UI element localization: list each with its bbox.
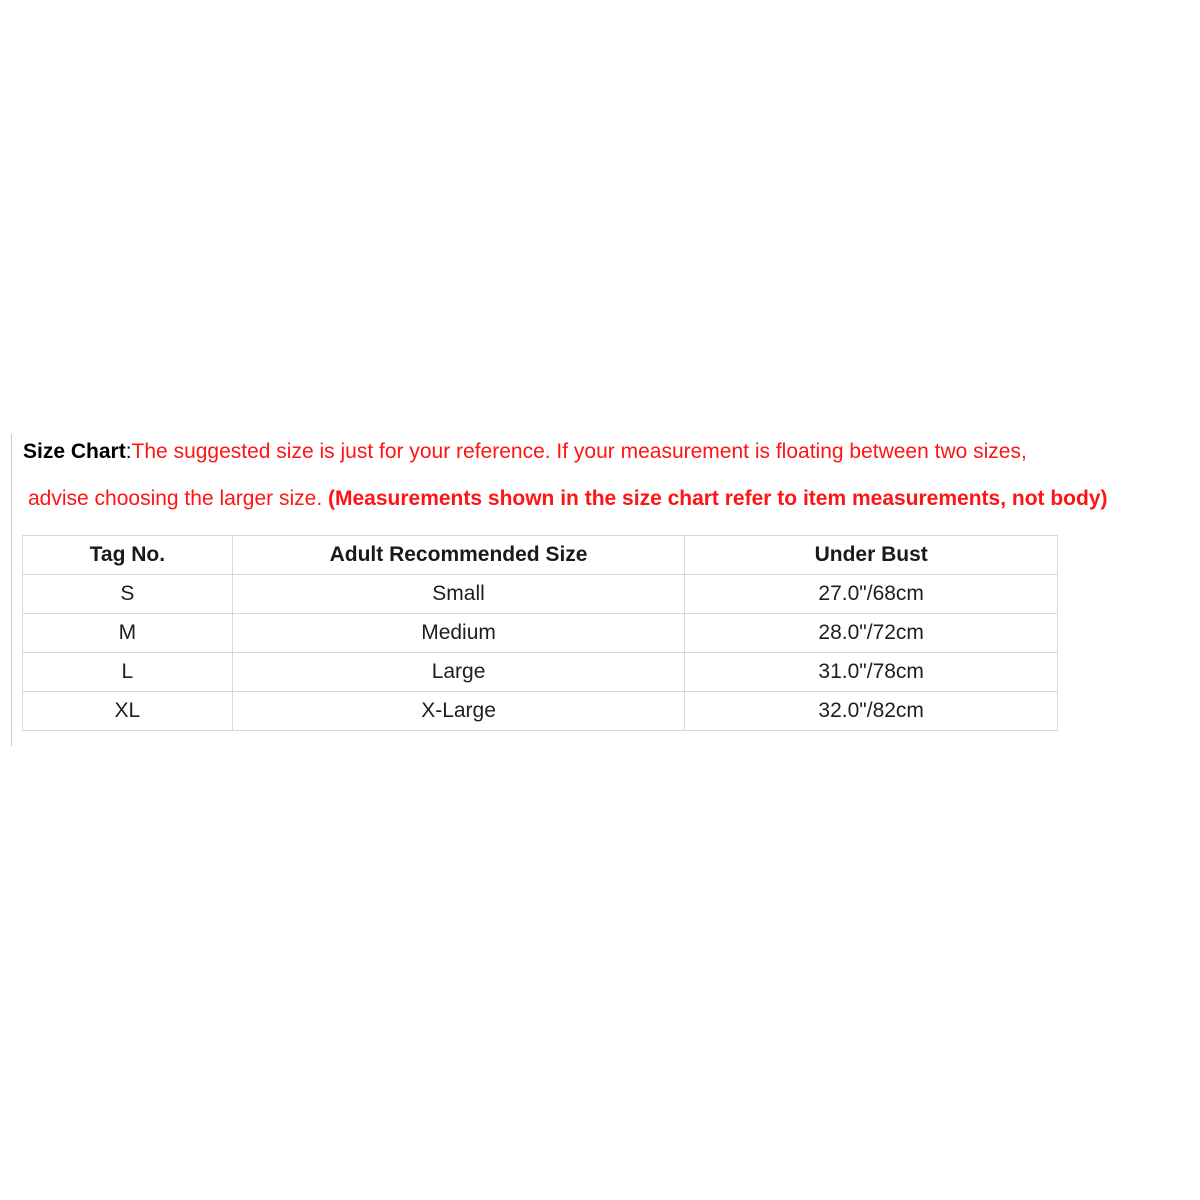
table-row <box>23 653 1058 692</box>
table-header-row <box>23 536 1058 575</box>
under-bust-cell: 28.0"/72cm <box>685 614 1058 653</box>
label-colon: : <box>125 440 132 463</box>
size-cell: Small <box>232 575 685 614</box>
tag-cell: S <box>23 575 233 614</box>
under-bust-cell: 27.0"/68cm <box>685 575 1058 614</box>
note-text-2: advise choosing the larger size. <box>28 487 328 510</box>
size-cell: X-Large <box>232 692 685 731</box>
measurement-disclaimer: (Measurements shown in the size chart refer to item measurements, not body) <box>328 487 1108 510</box>
note-text-1: The suggested size is just for your reference. If your measurement is floating between two sizes, <box>131 440 1027 463</box>
table-row <box>23 614 1058 653</box>
tag-cell: M <box>23 614 233 653</box>
under-bust-cell: 31.0"/78cm <box>685 653 1058 692</box>
size-cell: Large <box>232 653 685 692</box>
tag-cell: L <box>23 653 233 692</box>
note-line-2 <box>23 484 1193 514</box>
header-under-bust: Under Bust <box>685 536 1058 575</box>
size-chart-note <box>23 437 1193 514</box>
header-tag-no: Tag No. <box>23 536 233 575</box>
size-table <box>22 535 1058 731</box>
size-chart-label: Size Chart <box>23 440 126 463</box>
under-bust-cell: 32.0"/82cm <box>685 692 1058 731</box>
table-row <box>23 692 1058 731</box>
tag-cell: XL <box>23 692 233 731</box>
table-row <box>23 575 1058 614</box>
size-cell: Medium <box>232 614 685 653</box>
left-divider <box>11 434 12 746</box>
note-line-1 <box>23 437 1193 467</box>
header-recommended-size: Adult Recommended Size <box>232 536 685 575</box>
